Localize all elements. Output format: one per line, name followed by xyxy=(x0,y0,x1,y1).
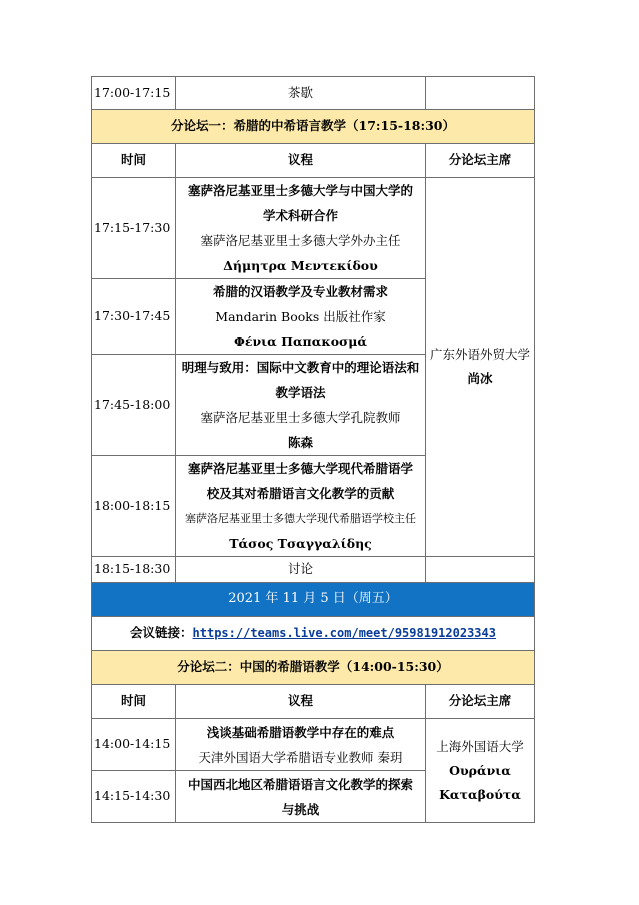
discussion-time: 18:15-18:30 xyxy=(92,557,176,583)
forum1-title-row xyxy=(92,110,535,144)
forum1-header-row xyxy=(92,144,535,178)
item-role: Mandarin Books 出版社作家 xyxy=(215,309,386,324)
item-agenda xyxy=(176,456,426,557)
item-time: 18:00-18:15 xyxy=(92,456,176,557)
item-agenda xyxy=(176,178,426,279)
item-time: 17:15-17:30 xyxy=(92,178,176,279)
item-role: 天津外国语大学希腊语专业教师 秦玥 xyxy=(198,749,403,765)
item-title: 中国西北地区希腊语语言文化教学的探索 xyxy=(187,776,413,792)
header-agenda: 议程 xyxy=(176,685,426,719)
item-title: 希腊的汉语教学及专业教材需求 xyxy=(212,284,388,299)
discussion-label: 讨论 xyxy=(176,557,426,583)
empty-cell xyxy=(426,557,535,583)
item-agenda xyxy=(176,279,426,355)
empty-cell xyxy=(426,77,535,110)
discussion-row xyxy=(92,557,535,583)
schedule-table xyxy=(91,76,535,823)
meeting-link-row xyxy=(92,617,535,651)
forum2-chair xyxy=(426,719,535,823)
meeting-link[interactable]: https://teams.live.com/meet/95981912023343 xyxy=(192,626,496,641)
item-title-cont: 教学语法 xyxy=(275,385,326,400)
item-role: 塞萨洛尼基亚里士多德大学孔院教师 xyxy=(200,410,401,425)
item-agenda xyxy=(176,771,426,823)
item-speaker: Φένια Παπακοσμά xyxy=(233,334,368,349)
item-role: 塞萨洛尼基亚里士多德大学现代希腊语学校主任 xyxy=(185,512,416,525)
meeting-link-label: 会议链接： xyxy=(130,625,193,641)
forum2-title: 分论坛二：中国的希腊语教学（14:00-15:30） xyxy=(92,651,535,685)
break-row xyxy=(92,77,535,110)
item-agenda xyxy=(176,355,426,456)
item-role: 塞萨洛尼基亚里士多德大学外办主任 xyxy=(200,233,401,248)
chair-org: 广东外语外贸大学 xyxy=(429,347,530,362)
header-time: 时间 xyxy=(92,144,176,178)
header-time: 时间 xyxy=(92,685,176,719)
forum1-title: 分论坛一：希腊的中希语言教学（17:15-18:30） xyxy=(92,110,535,144)
item-speaker: Τάσος Τσαγγαλίδης xyxy=(229,536,372,551)
date-label: 2021 年 11 月 5 日（周五） xyxy=(92,583,535,617)
forum2-title-row xyxy=(92,651,535,685)
item-speaker: Δήμητρα Μεντεκίδου xyxy=(223,258,378,273)
break-label: 茶歇 xyxy=(176,77,426,110)
item-time: 17:30-17:45 xyxy=(92,279,176,355)
meeting-link-cell xyxy=(92,617,535,651)
item-title-cont: 校及其对希腊语言文化教学的贡献 xyxy=(206,486,395,501)
item-time: 17:45-18:00 xyxy=(92,355,176,456)
header-agenda: 议程 xyxy=(176,144,426,178)
chair-name: 尚冰 xyxy=(467,371,493,386)
break-time: 17:00-17:15 xyxy=(92,77,176,110)
chair-name: Ουράνια xyxy=(449,762,511,778)
forum1-item-row xyxy=(92,178,535,279)
item-title-cont: 与挑战 xyxy=(281,801,320,817)
item-speaker: 陈森 xyxy=(287,435,313,450)
header-chair: 分论坛主席 xyxy=(426,685,535,719)
chair-name-cont: Καταβούτα xyxy=(439,786,521,802)
forum1-chair xyxy=(426,178,535,557)
item-title: 明理与致用：国际中文教育中的理论语法和 xyxy=(181,360,420,375)
forum2-header-row xyxy=(92,685,535,719)
item-time: 14:15-14:30 xyxy=(92,771,176,823)
item-title-cont: 学术科研合作 xyxy=(262,208,338,223)
item-agenda xyxy=(176,719,426,771)
item-title: 塞萨洛尼基亚里士多德大学与中国大学的 xyxy=(187,183,413,198)
item-time: 14:00-14:15 xyxy=(92,719,176,771)
item-title: 塞萨洛尼基亚里士多德大学现代希腊语学 xyxy=(187,461,413,476)
forum2-item-row xyxy=(92,719,535,771)
chair-org: 上海外国语大学 xyxy=(436,738,524,754)
date-bar xyxy=(92,583,535,617)
item-title: 浅谈基础希腊语教学中存在的难点 xyxy=(206,724,395,740)
header-chair: 分论坛主席 xyxy=(426,144,535,178)
